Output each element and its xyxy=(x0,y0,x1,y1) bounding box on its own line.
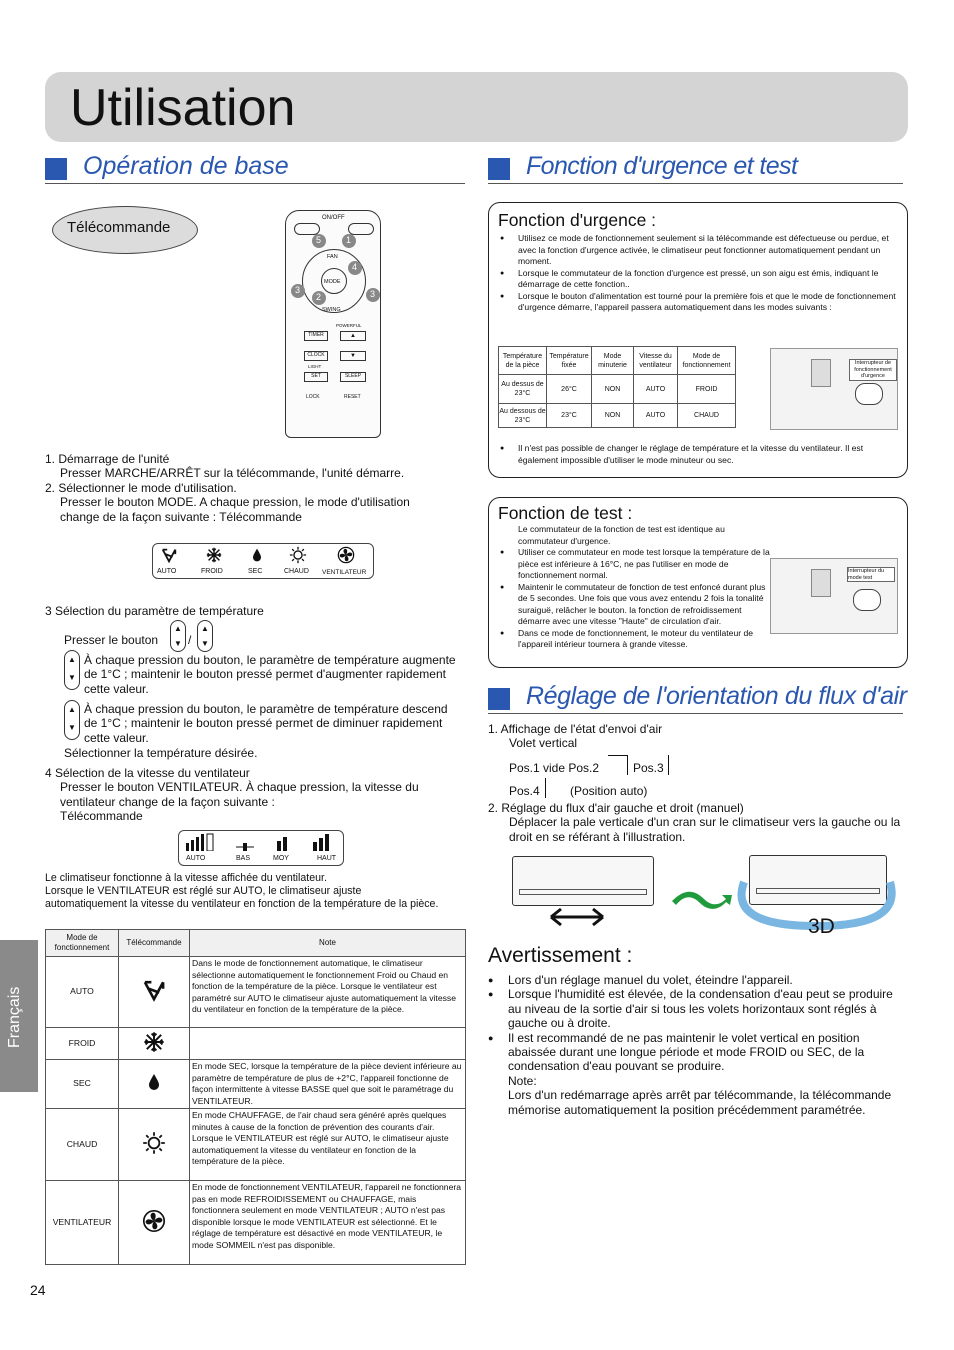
switch-panel xyxy=(811,569,831,597)
remote-set-button[interactable]: SET xyxy=(304,372,328,382)
label-3d: 3D xyxy=(808,915,835,938)
louver-pos3-icon xyxy=(668,755,688,775)
table-cell-note: En mode CHAUFFAGE, de l'air chaud sera généré après quelques minutes à cause de la fonction de prévention des courants d'air. Lorsque le VENTILATEUR est réglé sur AUTO, le climatiseur ajuste automatiquement la vitesse du ventilateur en fonction de la température de la pièce. xyxy=(190,1109,466,1181)
table-row xyxy=(46,1109,466,1181)
remote-marker: 3 xyxy=(291,284,305,298)
fan-strip-label: BAS xyxy=(236,855,251,862)
urgence-table-cell: Au dessous de 23°C xyxy=(499,404,547,428)
table-cell-mode: AUTO xyxy=(46,957,119,1028)
remote-timer-button[interactable]: TIMER xyxy=(304,331,328,341)
urgence-box xyxy=(488,202,908,478)
urgence-last-bullet: ● Il n'est pas possible de changer le réglage de température et la vitesse du ventilateur. Il est également impossible d'utiliser le mode minuteur ou sec. xyxy=(498,443,898,466)
urgence-table-cell: 23°C xyxy=(547,404,592,428)
snowflake-icon xyxy=(205,546,223,564)
page-title-bar xyxy=(45,72,908,142)
green-arrow-icon xyxy=(670,887,734,913)
step3-sep: / xyxy=(188,633,192,647)
step3-press: Presser le bouton xyxy=(64,633,159,647)
remote-control xyxy=(285,210,381,438)
section-title-operation: Opération de base xyxy=(83,152,289,180)
fan-low-icon xyxy=(235,833,255,851)
louver-pos4-icon xyxy=(545,778,565,798)
pos3-label: Pos.3 xyxy=(633,761,664,775)
fan-auto-icon xyxy=(185,833,215,851)
drop-icon xyxy=(144,1071,164,1093)
flux-line: 2. Réglage du flux d'air gauche et droit (manuel) xyxy=(488,801,744,815)
remote-reset-label[interactable]: RESET xyxy=(344,394,361,400)
table-row xyxy=(46,957,466,1028)
urgence-title: Fonction d'urgence : xyxy=(498,210,657,230)
flux-block xyxy=(488,722,908,751)
step-line: 1. Démarrage de l'unité xyxy=(45,452,170,466)
auto-mode-icon xyxy=(159,546,179,564)
section-header-urgence xyxy=(488,154,903,184)
fan-note-line: automatiquement la vitesse du ventilateur en fonction de la température de la pièce. xyxy=(45,898,439,910)
section-title-urgence: Fonction d'urgence et test xyxy=(526,152,798,180)
fan-strip-label: AUTO xyxy=(186,855,206,862)
remote-marker: 1 xyxy=(342,234,356,248)
switch-panel xyxy=(811,359,831,387)
table-cell-note xyxy=(190,1028,466,1060)
remote-sleep-button[interactable]: SLEEP xyxy=(340,372,366,382)
urgence-switch-illustration xyxy=(770,348,898,430)
pos-auto-label: (Position auto) xyxy=(570,784,648,798)
urgence-table xyxy=(498,346,736,428)
step-line: ventilateur change de la façon suivante : xyxy=(60,794,275,809)
table-cell-note: En mode SEC, lorsque la température de la pièce devient inférieure au paramètre de température de plus de +2°C, l'appareil fonctionne de façon intermittente à vitesse BASSE quel que soit le paramétrage du VENTILATEUR. xyxy=(190,1060,466,1109)
test-box xyxy=(488,497,908,668)
step-line: Presser le bouton MODE. A chaque pression, le mode d'utilisation xyxy=(60,495,410,510)
temp-up-button-icon: ▲ ▼ xyxy=(170,620,186,652)
mode-strip-label: SEC xyxy=(248,568,263,575)
remote-lock-label[interactable]: LOCK xyxy=(306,394,320,400)
urgence-table-cell: 26°C xyxy=(547,375,592,404)
test-intro: Le commutateur de la fonction de test est identique au commutateur d'urgence. xyxy=(518,524,725,546)
step3-select: Sélectionner la température désirée. xyxy=(64,746,258,760)
table-cell-mode: FROID xyxy=(46,1028,119,1060)
remote-swing-label: SWING xyxy=(322,307,341,313)
fan-icon xyxy=(142,1209,166,1233)
pos4-label: Pos.4 xyxy=(509,784,540,798)
table-header: Télécommande xyxy=(119,930,190,957)
step3-down-text: À chaque pression du bouton, le paramètre de température descend de 1°C ; maintenir le bouton pressé permet de diminuer rapidement cette valeur. xyxy=(84,702,448,745)
step-line: Presser MARCHE/ARRÊT sur la télécommande, l'unité démarre. xyxy=(60,466,405,481)
table-row xyxy=(46,1028,466,1060)
indoor-unit-left xyxy=(512,856,654,906)
test-switch-illustration xyxy=(770,558,898,634)
test-bullet: ● Dans ce mode de fonctionnement, le moteur du ventilateur de l'appareil intérieur tournera à grande vitesse. xyxy=(498,628,773,651)
step-line: Télécommande xyxy=(60,809,143,824)
table-cell-note: En mode de fonctionnement VENTILATEUR, l'appareil ne fonctionnera pas en mode REFROIDISSEMENT ou CHAUFFAGE, mais fonctionnera seulement en mode VENTILATEUR ; AUTO n'est pas disponible lorsque le mode VENTILATEUR est sélectionné. Et le réglage de température est désactivé en mode VENTILATEUR, le mode SOMMEIL n'est pas disponible. xyxy=(190,1181,466,1265)
fan-note xyxy=(45,872,470,911)
temp-down-icon: ▲ ▼ xyxy=(64,700,80,740)
remote-label: Télécommande xyxy=(67,219,171,236)
urgence-table-header: Mode minuterie xyxy=(592,347,634,375)
mode-table xyxy=(45,929,466,1265)
remote-on-off-label: ON/OFF xyxy=(322,215,345,221)
temp-up-icon: ▲ ▼ xyxy=(64,650,80,690)
table-row xyxy=(46,1060,466,1109)
remote-label-badge xyxy=(52,206,198,254)
auto-mode-icon xyxy=(141,977,167,1003)
remote-clock-button[interactable]: CLOCK xyxy=(304,351,328,361)
remote-light-label: LIGHT xyxy=(308,364,322,369)
warning-bullet: ● Il est recommandé de ne pas maintenir le volet vertical en position abaissée durant une longue période et mode FROID ou SEC, de la condensation d'eau pouvant se produire. xyxy=(488,1031,908,1074)
section-title-flux: Réglage de l'orientation du flux d'air xyxy=(526,682,907,710)
remote-mode-label: MODE xyxy=(324,279,341,285)
step-line: Presser le bouton VENTILATEUR. À chaque pression, la vitesse du xyxy=(60,780,419,795)
warning-note: Note: xyxy=(508,1073,537,1088)
urgence-table-row xyxy=(499,404,736,428)
step-line: 2. Sélectionner le mode d'utilisation. xyxy=(45,480,237,495)
fan-strip-label: MOY xyxy=(273,855,289,862)
table-cell-mode: CHAUD xyxy=(46,1109,119,1181)
table-row xyxy=(46,1181,466,1265)
urgence-callout: Interrupteur de fonctionnement d'urgence xyxy=(849,359,897,381)
test-bullets xyxy=(498,524,773,651)
remote-temp-up-button[interactable]: ▲ xyxy=(340,331,366,341)
remote-temp-down-button[interactable]: ▼ xyxy=(340,351,366,361)
mode-strip-label: FROID xyxy=(201,568,223,575)
mode-strip-label: CHAUD xyxy=(284,568,309,575)
steps-block-a xyxy=(45,452,465,524)
sun-icon xyxy=(142,1131,166,1155)
flux-block-2 xyxy=(488,801,908,844)
test-bullet: ● Utiliser ce commutateur en mode test lorsque la température de la pièce est inférieure à 16°C, ne pas l'utiliser en mode de fonctionnement normal. xyxy=(498,547,773,582)
urgence-last xyxy=(498,443,898,466)
section-header-flux xyxy=(488,682,907,714)
fan-high-icon xyxy=(311,833,335,851)
warning-bullets xyxy=(488,973,908,1117)
fan-icon xyxy=(337,546,355,564)
urgence-bullets xyxy=(498,233,898,314)
urgence-table-row xyxy=(499,375,736,404)
hand-icon xyxy=(855,383,883,405)
fan-medium-icon xyxy=(273,833,293,851)
table-header-row xyxy=(46,930,466,957)
table-header: Note xyxy=(190,930,466,957)
urgence-table-cell: CHAUD xyxy=(678,404,736,428)
steps-block-b xyxy=(45,766,465,824)
step-line: change de la façon suivante : Télécommande xyxy=(60,509,302,524)
urgence-table-header: Température de la pièce xyxy=(499,347,547,375)
urgence-table-header: Mode de fonctionnement xyxy=(678,347,736,375)
snowflake-icon xyxy=(142,1030,166,1054)
fan-speed-strip xyxy=(178,830,344,866)
urgence-table-cell: NON xyxy=(592,404,634,428)
flux-line: Volet vertical xyxy=(509,736,578,751)
step3-title: 3 Sélection du paramètre de température xyxy=(45,604,264,618)
remote-marker: 2 xyxy=(312,291,326,305)
urgence-table-cell: FROID xyxy=(678,375,736,404)
remote-left-button[interactable] xyxy=(294,223,320,235)
test-title: Fonction de test : xyxy=(498,503,633,523)
fan-note-line: Le climatiseur fonctionne à la vitesse affichée du ventilateur. xyxy=(45,872,327,884)
table-cell-mode: VENTILATEUR xyxy=(46,1181,119,1265)
page-title: Utilisation xyxy=(70,79,296,137)
fan-strip-label: HAUT xyxy=(317,855,337,862)
table-cell-mode: SEC xyxy=(46,1060,119,1109)
urgence-table-cell: Au dessus de 23°C xyxy=(499,375,547,404)
pos1-label: Pos.1 vide Pos.2 xyxy=(509,761,600,775)
table-cell-note: Dans le mode de fonctionnement automatique, le climatiseur sélectionne automatiquement le fonctionnement Froid ou Chaud en fonction de la température de la pièce. Lorsque le ventilateur est paramétré sur AUTO le climatiseur ajuste automatiquement la vitesse du ventilateur en fonction de la température de la pièce. xyxy=(190,957,466,1028)
urgence-bullet: ● Lorsque le commutateur de la fonction d'urgence est pressé, un son aigu est émis, indiquant le démarrage de cette fonction.. xyxy=(498,268,898,291)
section-header-operation xyxy=(45,154,465,184)
table-header: Mode de fonctionnement xyxy=(46,930,119,957)
urgence-table-cell: NON xyxy=(592,375,634,404)
drop-icon xyxy=(249,546,265,564)
mode-strip xyxy=(152,543,374,579)
hand-icon xyxy=(853,589,881,611)
sun-icon xyxy=(289,546,307,564)
warning-note-text: Lors d'un redémarrage après arrêt par télécommande, la télécommande mémorise automatiquement la position précédemment paramétrée. xyxy=(508,1088,892,1117)
remote-marker: 3 xyxy=(366,288,380,302)
warning-bullet: ● Lors d'un réglage manuel du volet, éteindre l'appareil. xyxy=(488,973,908,987)
remote-marker: 5 xyxy=(312,234,326,248)
language-tab-label: Français xyxy=(6,986,23,1048)
page-number: 24 xyxy=(30,1282,46,1298)
remote-marker: 4 xyxy=(348,261,362,275)
remote-powerful-label: POWERFUL xyxy=(336,323,362,328)
remote-fan-label: FAN xyxy=(327,254,338,260)
urgence-table-cell: AUTO xyxy=(634,404,678,428)
test-callout: Interrupteur du mode test xyxy=(847,567,895,582)
flux-line: 1. Affichage de l'état d'envoi d'air xyxy=(488,722,663,736)
urgence-table-header: Vitesse du ventilateur xyxy=(634,347,678,375)
urgence-table-header: Température fixée xyxy=(547,347,592,375)
mode-strip-label: AUTO xyxy=(157,568,177,575)
urgence-bullet: ● Lorsque le bouton d'alimentation est tourné pour la première fois et que le mode de fonctionnement d'urgence démarre, l'appareil passera automatiquement dans les modes suivants : xyxy=(498,291,898,314)
indoor-unit-louvers xyxy=(519,889,647,895)
language-tab[interactable] xyxy=(0,940,38,1092)
step-line: 4 Sélection de la vitesse du ventilateur xyxy=(45,766,250,780)
urgence-bullet: ● Utilisez ce mode de fonctionnement seulement si la télécommande est défectueuse ou perdue, et avec la fonction d'urgence activée, le climatiseur peut fonctionner automatiquement pendant un moment. xyxy=(498,233,898,268)
urgence-table-cell: AUTO xyxy=(634,375,678,404)
warning-title: Avertissement : xyxy=(488,944,633,967)
warning-bullet: ● Lorsque l'humidité est élevée, de la condensation d'eau peut se produire au niveau de la sortie d'air si tous les volets horizontaux sont réglés à gauche ou à droite. xyxy=(488,987,908,1030)
left-right-arrow-icon xyxy=(547,905,607,929)
fan-note-line: Lorsque le VENTILATEUR est réglé sur AUTO, le climatiseur ajuste xyxy=(45,885,362,897)
step3-up-text: À chaque pression du bouton, le paramètre de température augmente de 1°C ; maintenir le bouton pressé permet d'augmenter rapidement cette valeur. xyxy=(84,653,456,696)
flux-line: Déplacer la pale verticale d'un cran sur le climatiseur vers la gauche ou la droit en se référant à l'illustration. xyxy=(509,815,901,844)
louver-pos2-icon xyxy=(608,755,628,775)
remote-on-off-button[interactable] xyxy=(348,223,374,235)
mode-strip-label: VENTILATEUR xyxy=(322,569,367,576)
temp-down-button-icon: ▲ ▼ xyxy=(197,620,213,652)
test-bullet: ● Maintenir le commutateur de fonction de test enfoncé durant plus de 5 secondes. Une fois que vous avez entendu 2 fois la tonalité suraiguë, relâcher le bouton. la fonction de refroidissement démarre avec une vitesse "Haute" de circulation d'air. xyxy=(498,582,773,628)
